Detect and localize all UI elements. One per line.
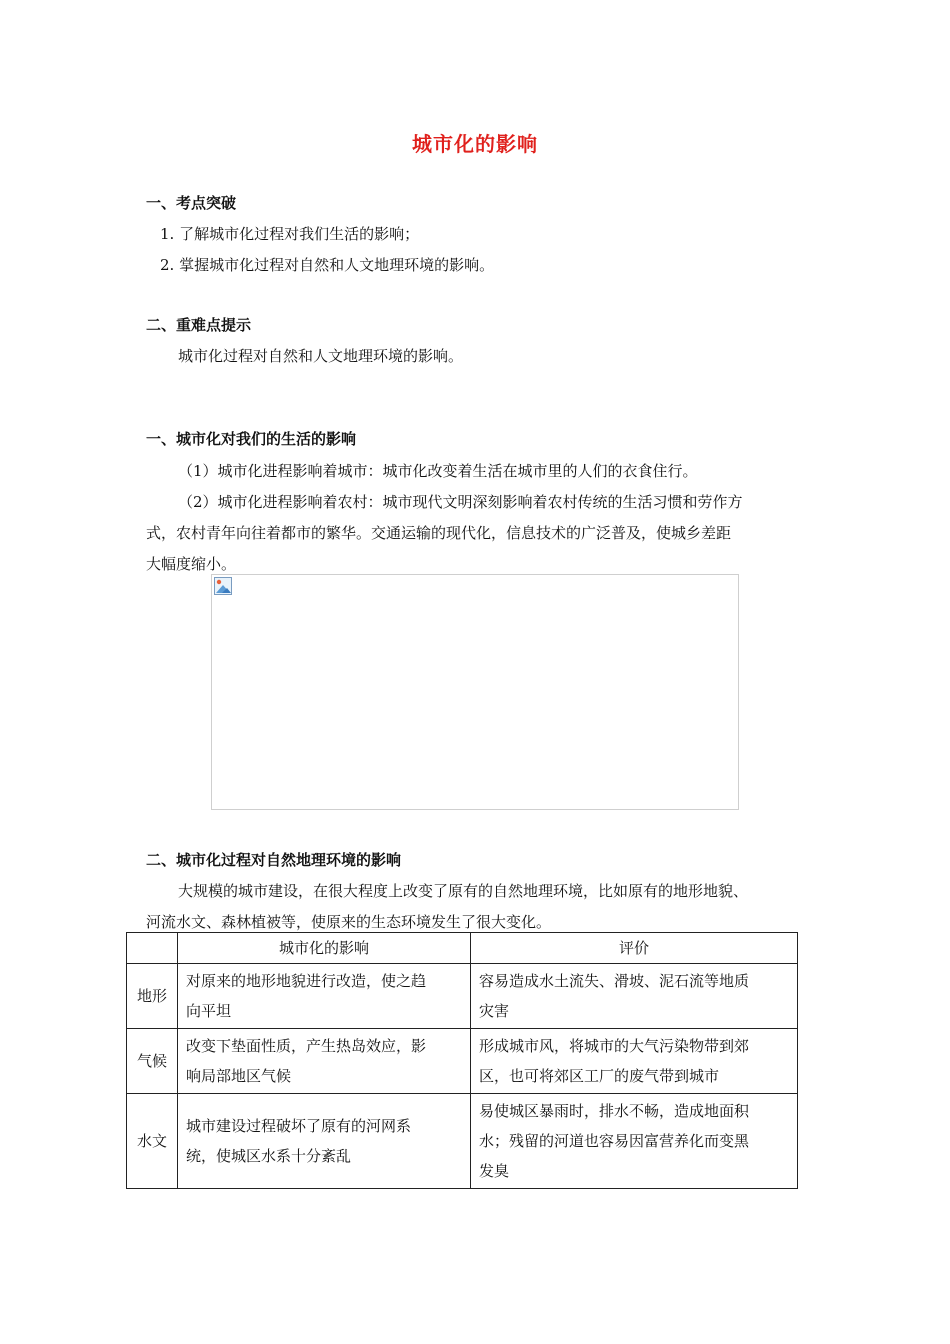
natural-impact-line-1: 大规模的城市建设，在很大程度上改变了原有的自然地理环境，比如原有的地形地貌、 — [178, 882, 749, 900]
page-title: 城市化的影响 — [412, 132, 538, 156]
row-impact: 对原来的地形地貌进行改造，使之趋 向平坦 — [178, 964, 471, 1029]
table-header-blank — [127, 933, 178, 964]
key-point-1: 1. 了解城市化过程对我们生活的影响； — [160, 225, 420, 243]
key-point-2: 2. 掌握城市化过程对自然和人文地理环境的影响。 — [160, 256, 495, 274]
section-heading-difficulties: 二、重难点提示 — [146, 316, 252, 334]
table-row — [127, 1029, 798, 1094]
table-header-impact: 城市化的影响 — [178, 933, 471, 964]
table-row — [127, 964, 798, 1029]
table-row — [127, 1094, 798, 1189]
row-key: 水文 — [127, 1094, 178, 1189]
life-impact-para-1: （1）城市化进程影响着城市：城市化改变着生活在城市里的人们的衣食住行。 — [178, 462, 698, 480]
section-heading-key-points: 一、考点突破 — [146, 194, 237, 212]
row-key: 气候 — [127, 1029, 178, 1094]
row-impact: 改变下垫面性质，产生热岛效应，影 响局部地区气候 — [178, 1029, 471, 1094]
difficulty-text: 城市化过程对自然和人文地理环境的影响。 — [178, 347, 464, 365]
row-evaluation: 形成城市风，将城市的大气污染物带到郊 区，也可将郊区工厂的废气带到城市 — [471, 1029, 798, 1094]
image-placeholder — [211, 574, 739, 810]
impact-table — [126, 932, 798, 1189]
section-heading-natural-impact: 二、城市化过程对自然地理环境的影响 — [146, 851, 402, 869]
life-impact-para-2-line-2: 式，农村青年向往着都市的繁华。交通运输的现代化，信息技术的广泛普及，使城乡差距 — [146, 524, 732, 542]
life-impact-para-2-line-1: （2）城市化进程影响着农村：城市现代文明深刻影响着农村传统的生活习惯和劳作方 — [178, 493, 743, 511]
row-evaluation: 易使城区暴雨时，排水不畅，造成地面积 水；残留的河道也容易因富营养化而变黑 发臭 — [471, 1094, 798, 1189]
section-heading-life-impact: 一、城市化对我们的生活的影响 — [146, 430, 357, 448]
row-evaluation: 容易造成水土流失、滑坡、泥石流等地质 灾害 — [471, 964, 798, 1029]
table-header-evaluation: 评价 — [471, 933, 798, 964]
natural-impact-line-2: 河流水文、森林植被等，使原来的生态环境发生了很大变化。 — [146, 913, 552, 931]
row-impact: 城市建设过程破坏了原有的河网系 统，使城区水系十分紊乱 — [178, 1094, 471, 1189]
life-impact-para-2-line-3: 大幅度缩小。 — [146, 555, 237, 573]
broken-image-icon — [214, 577, 232, 595]
row-key: 地形 — [127, 964, 178, 1029]
table-header-row — [127, 933, 798, 964]
